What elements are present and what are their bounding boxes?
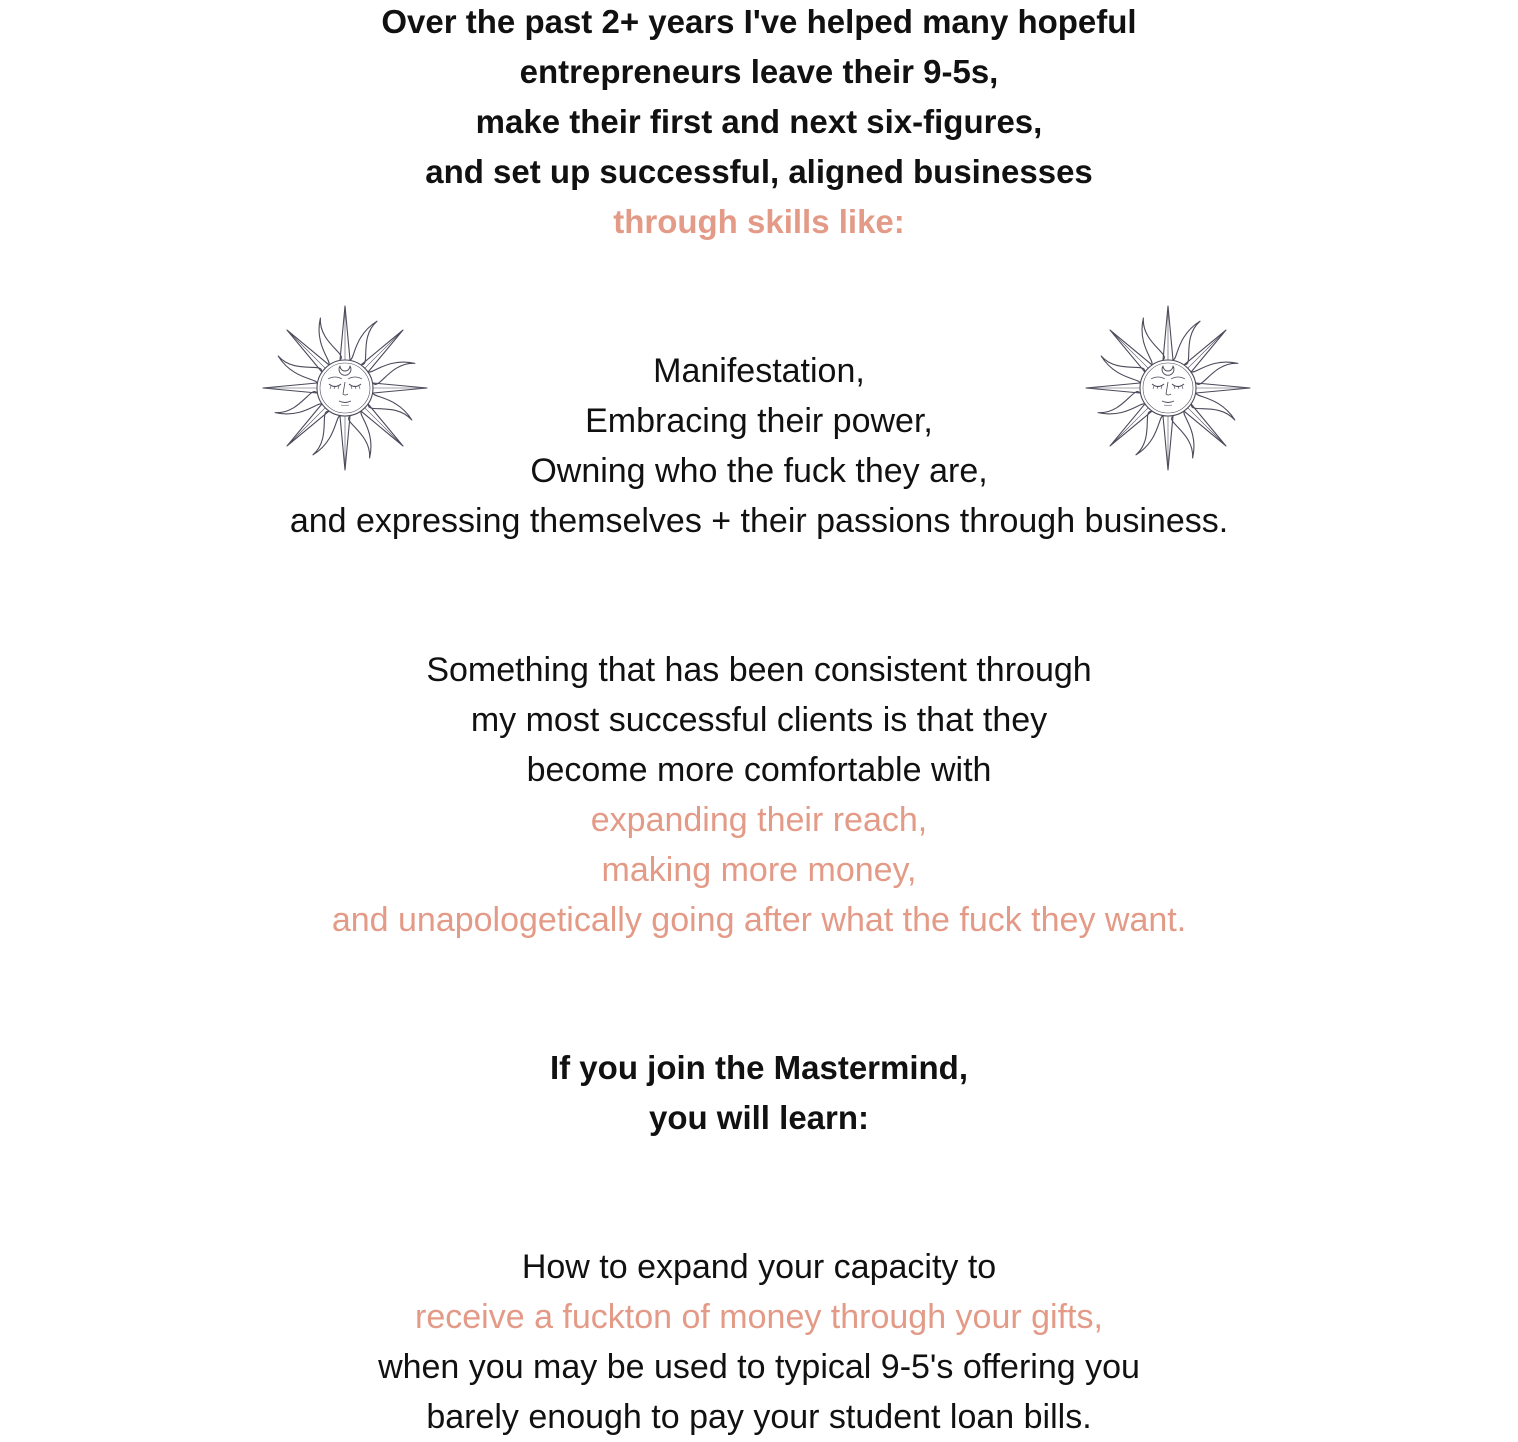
- join-line-2: you will learn:: [648, 1099, 870, 1136]
- clients-line-1: Something that has been consistent through: [426, 651, 1092, 689]
- join-line-1: If you join the Mastermind,: [549, 1049, 969, 1086]
- intro-line-4: and set up successful, aligned businesses: [425, 153, 1093, 190]
- clients-line-2: my most successful clients is that they: [470, 701, 1048, 739]
- clients-line-3: become more comfortable with: [526, 751, 992, 789]
- skill-line-2: Embracing their power,: [585, 402, 933, 440]
- intro-accent-line: through skills like:: [613, 203, 905, 240]
- join-section: [0, 1043, 1518, 1143]
- intro-line-3: make their first and next six-figures,: [475, 103, 1043, 140]
- clients-accent-line-2: making more money,: [601, 851, 917, 889]
- learn-accent-line: receive a fuckton of money through your gifts,: [415, 1298, 1103, 1336]
- skill-line-1: Manifestation,: [653, 352, 865, 390]
- skills-section: [0, 346, 1518, 546]
- learn-section: [0, 1242, 1518, 1442]
- learn-line-4: barely enough to pay your student loan bills.: [426, 1398, 1092, 1436]
- clients-section: [0, 645, 1518, 945]
- skill-line-3: Owning who the fuck they are,: [530, 452, 988, 490]
- clients-accent-line-3: and unapologetically going after what the fuck they want.: [331, 901, 1187, 939]
- intro-section: [0, 0, 1518, 247]
- intro-line-1: Over the past 2+ years I've helped many hopeful: [381, 3, 1137, 40]
- intro-line-2: entrepreneurs leave their 9-5s,: [519, 53, 999, 90]
- clients-accent-line-1: expanding their reach,: [590, 801, 928, 839]
- skill-line-4: and expressing themselves + their passions through business.: [289, 502, 1229, 540]
- learn-line-1: How to expand your capacity to: [521, 1248, 997, 1286]
- learn-line-3: when you may be used to typical 9-5's offering you: [378, 1348, 1140, 1386]
